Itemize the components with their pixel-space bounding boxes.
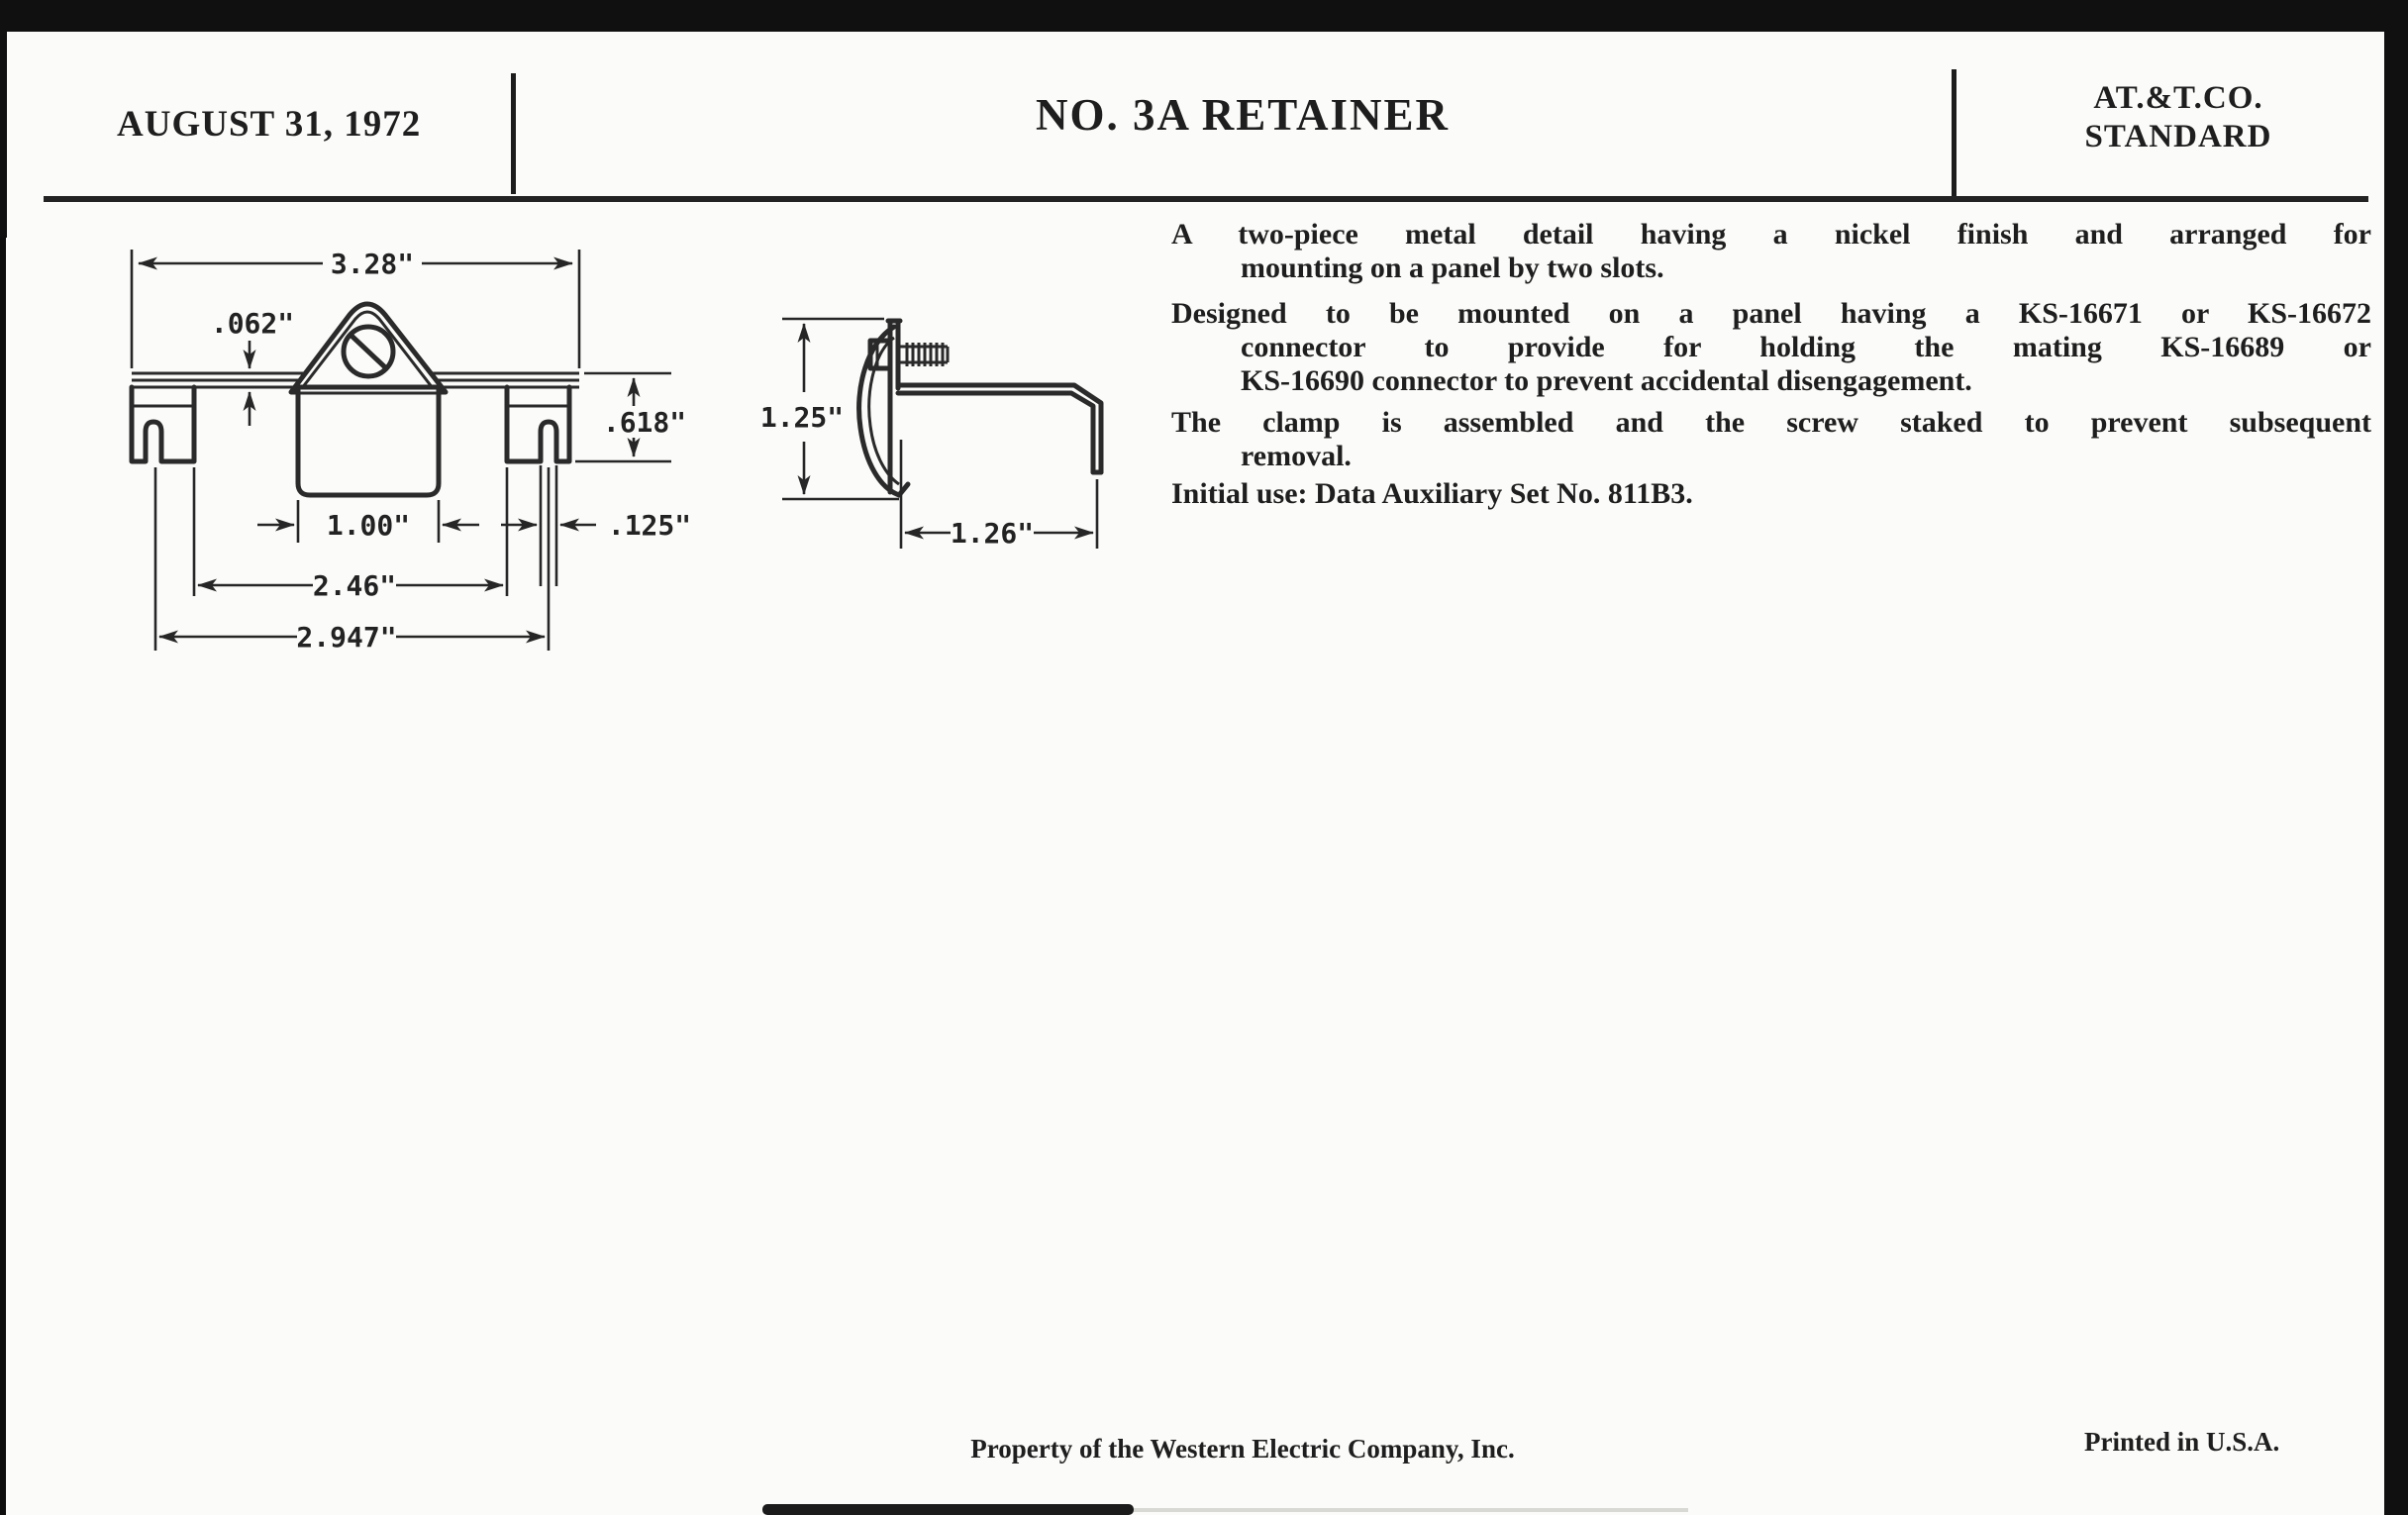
property-notice: Property of the Western Electric Company, Inc.: [970, 1434, 1515, 1464]
header-divider-left: [511, 73, 516, 194]
dim-label-inner-span: 2.46": [312, 569, 397, 602]
description-line: Designed to be mounted on a panel having a KS-16671 or KS-16672: [1171, 297, 2371, 330]
description-line: Initial use: Data Auxiliary Set No. 811B3.: [1171, 477, 1693, 510]
dim-label-slot-span: 2.947": [296, 621, 397, 654]
dim-label-overall-height: 1.25": [759, 401, 845, 434]
technical-drawing: [79, 238, 1158, 663]
scan-border-right: [2384, 0, 2408, 1515]
side-view: [760, 319, 1101, 550]
holding-arm: [898, 385, 1101, 472]
scan-smudge-bottom: [762, 1504, 1134, 1515]
description-block: [1171, 218, 2371, 511]
description-line: A two-piece metal detail having a nickel finish and arranged for: [1171, 218, 2371, 251]
dim-label-overall-depth: 1.26": [950, 517, 1035, 550]
header-rule: [44, 196, 2368, 202]
dim-label-flange-height: .618": [602, 406, 687, 439]
issue-date: AUGUST 31, 1972: [117, 104, 422, 145]
front-view: [132, 248, 691, 654]
printed-notice: Printed in U.S.A.: [2084, 1427, 2280, 1457]
left-bracket: [132, 387, 194, 461]
org-name: AT.&T.CO.: [2093, 80, 2263, 116]
header-divider-right: [1952, 69, 1956, 196]
right-bracket: [507, 387, 569, 461]
scan-border-top: [0, 0, 2408, 32]
org-standard: STANDARD: [2084, 119, 2272, 154]
scan-edge-line-bottom: [1134, 1508, 1688, 1512]
description-line: The clamp is assembled and the screw staked to prevent subsequent: [1171, 406, 2371, 439]
description-line: connector to provide for holding the mating KS-16689 or: [1241, 331, 2371, 363]
dim-label-panel-thickness: .062": [210, 307, 295, 340]
dim-label-body-width: 1.00": [326, 509, 411, 542]
description-line: mounting on a panel by two slots.: [1241, 252, 1664, 284]
dim-label-overall-width: 3.28": [330, 248, 415, 280]
dim-label-slot-width: .125": [607, 509, 692, 542]
description-line: removal.: [1241, 440, 1352, 472]
clamp-body: [298, 387, 439, 495]
page-title: NO. 3A RETAINER: [1036, 90, 1450, 140]
description-line: KS-16690 connector to prevent accidental disengagement.: [1241, 364, 1972, 397]
scan-border-left: [0, 0, 7, 238]
org-standard-label: [2064, 79, 2292, 156]
